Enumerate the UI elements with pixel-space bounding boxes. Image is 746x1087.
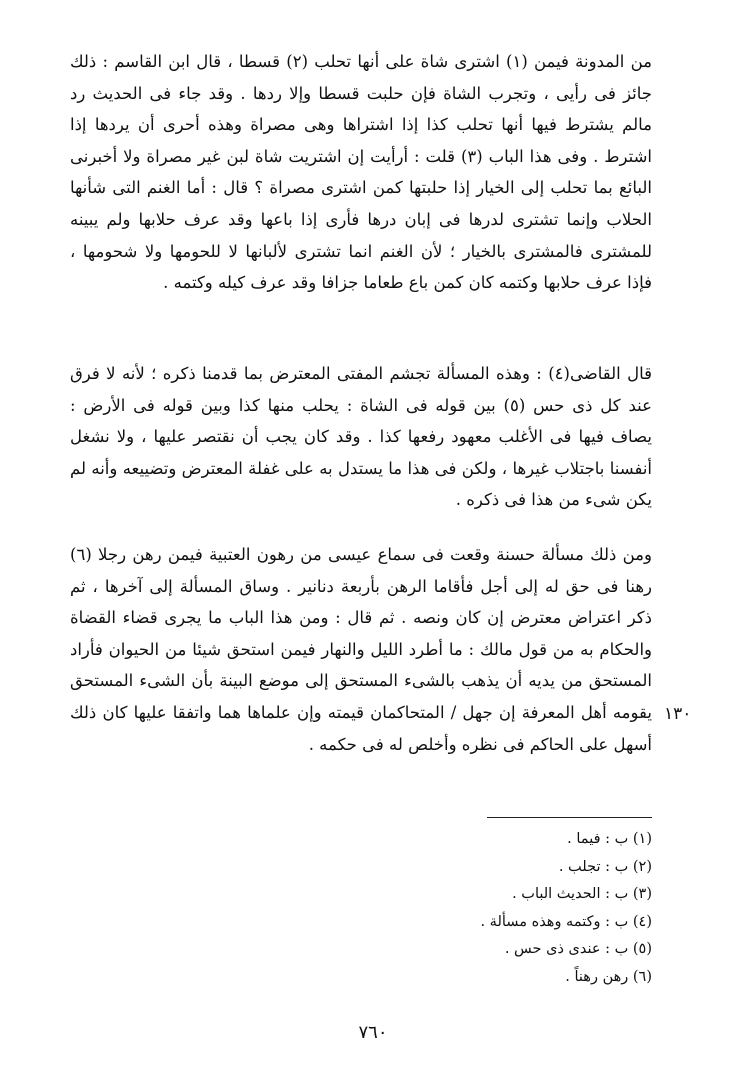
footnote-item: (٣) ب : الحديث الباب . — [512, 886, 652, 903]
footnotes-list — [300, 826, 652, 992]
margin-folio-marker: ١٣٠ — [664, 704, 692, 724]
footnote-divider — [487, 817, 652, 818]
footnote-item: (١) ب : فيما . — [567, 831, 652, 847]
footnote-item: (٤) ب : وكتمه وهذه مسألة . — [480, 913, 652, 930]
footnote-item: (٢) ب : تجلب . — [558, 858, 652, 875]
body-paragraph-2: قال القاضى(٤) : وهذه المسألة تجشم المفتى المعترض بما قدمنا ذكره ؛ لأنه لا فرق عند كل ذى حس (٥) بين قوله فى الشاة : يحلب منها كذا وبين قوله فى الأرض : يصاف فيها فى الأغلب معهود رفعها كذا . وقد كان يجب أن نقتصر عليها ، ولا نشغل أنفسنا باجتلاب غيرها ، ولكن فى هذا ما يستدل به على غفلة المعترض وتضييعه وأنه لم يكن شىء من هذا فى ذكره . — [70, 364, 652, 510]
body-paragraph-3: ومن ذلك مسألة حسنة وقعت فى سماع عيسى من رهون العتبية فيمن رهن رجلا (٦) رهنا فى حق له إلى أجل فأقاما الرهن بأربعة دنانير . وساق المسألة إلى آخرها ، ثم ذكر اعتراض معترض إن كان ونصه . ثم قال : ومن هذا الباب ما يجرى قضاء القضاة والحكام به من قول مالك : ما أطرد الليل والنهار فيمن استحق شيئا من الحيوان فأراد المستحق من يديه أن يذهب بالشىء المستحق إلى موضع البينة بأن الشىء المستحق يقومه أهل المعرفة إن جهل / المتحاكمان قيمته وإن علماها هما واتفقا عليها كان ذلك أسهل على الحاكم فى نظره وأخلص له فى حكمه . — [70, 545, 652, 754]
page-number: ٧٦٠ — [358, 1022, 388, 1043]
body-paragraph-1: من المدونة فيمن (١) اشترى شاة على أنها تحلب (٢) قسطا ، قال ابن القاسم : ذلك جائز فى رأيى ، وتجرب الشاة فإن حلبت قسطا وإلا ردها . وقد جاء فى الحديث رد مالم يشترط فيها أنها تحلب كذا إذا اشتراها وهى مصراة وهذه أحرى أن يردها إذا اشترط . وفى هذا الباب (٣) قلت : أرأيت إن اشتريت شاة لبن غير مصراة ولا أخبرنى البائع بما تحلب إلى الخيار إذا حلبتها كمن اشترى مصراة ؟ قال : أما الغنم التى شأنها الحلاب وإنما تشترى لدرها فى إبان درها فأرى إذا باعها وقد عرف حلابها ولم يبينه للمشترى فالمشترى بالخيار ؛ لأن الغنم انما تشترى لألبانها لا للحومها ولا شحومها ، فإذا عرف حلابها وكتمه كان كمن باع طعاما جزافا وقد عرف كيله وكتمه . — [70, 52, 652, 293]
footnote-item: (٥) ب : عندى ذى حس . — [504, 941, 652, 958]
footnote-item: (٦) رهن رهناً . — [565, 968, 652, 985]
